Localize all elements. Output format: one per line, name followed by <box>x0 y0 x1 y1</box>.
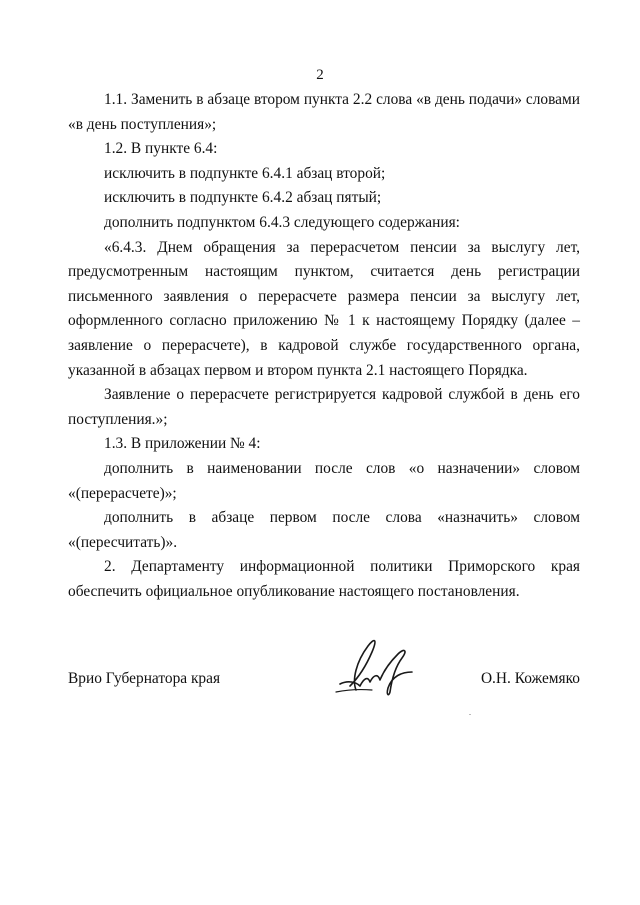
paragraph-registration: Заявление о перерасчете регистрируется кадровой службой в день его поступления.»; <box>68 386 580 428</box>
signatory-title: Врио Губернатора края <box>68 670 221 687</box>
page-number: 2 <box>316 67 324 83</box>
scan-speck <box>469 714 471 715</box>
paragraph-1-3: 1.3. В приложении № 4: <box>104 435 261 453</box>
handwritten-signature <box>326 632 416 698</box>
paragraph-6-4-3-text: «6.4.3. Днем обращения за перерасчетом пенсии за выслугу лет, предусмотренным настоящим пунктом, считается день регистрации письменного заявления о перерасчете размера пенсии за выслугу лет, оформленного согласно приложению № 1 к настоящему Порядку (далее – заявление о перерасчете), в кадровой службе государственного органа, указанной в абзацах первом и втором пункта 2.1 настоящего Порядка. <box>68 238 580 379</box>
signatory-name: О.Н. Кожемяко <box>480 670 580 687</box>
paragraph-6-4-2: исключить в подпункте 6.4.2 абзац пятый; <box>104 189 382 207</box>
paragraph-6-4-1: исключить в подпункте 6.4.1 абзац второй; <box>104 164 386 182</box>
paragraph-1-1: 1.1. Заменить в абзаце втором пункта 2.2 слова «в день подачи» словами «в день поступления»; <box>68 91 580 133</box>
signature-block <box>68 632 580 702</box>
paragraph-2: 2. Департаменту информационной политики Приморского края обеспечить официальное опубликование настоящего постановления. <box>68 558 580 600</box>
paragraph-title-amendment: дополнить в наименовании после слов «о назначении» словом «(перерасчете)»; <box>68 459 580 502</box>
document-body <box>68 88 580 604</box>
paragraph-first-amendment: дополнить в абзаце первом после слова «назначить» словом «(пересчитать)». <box>68 509 580 551</box>
paragraph-1-2: 1.2. В пункте 6.4: <box>104 140 218 158</box>
paragraph-6-4-3-intro: дополнить подпунктом 6.4.3 следующего содержания: <box>104 213 460 231</box>
